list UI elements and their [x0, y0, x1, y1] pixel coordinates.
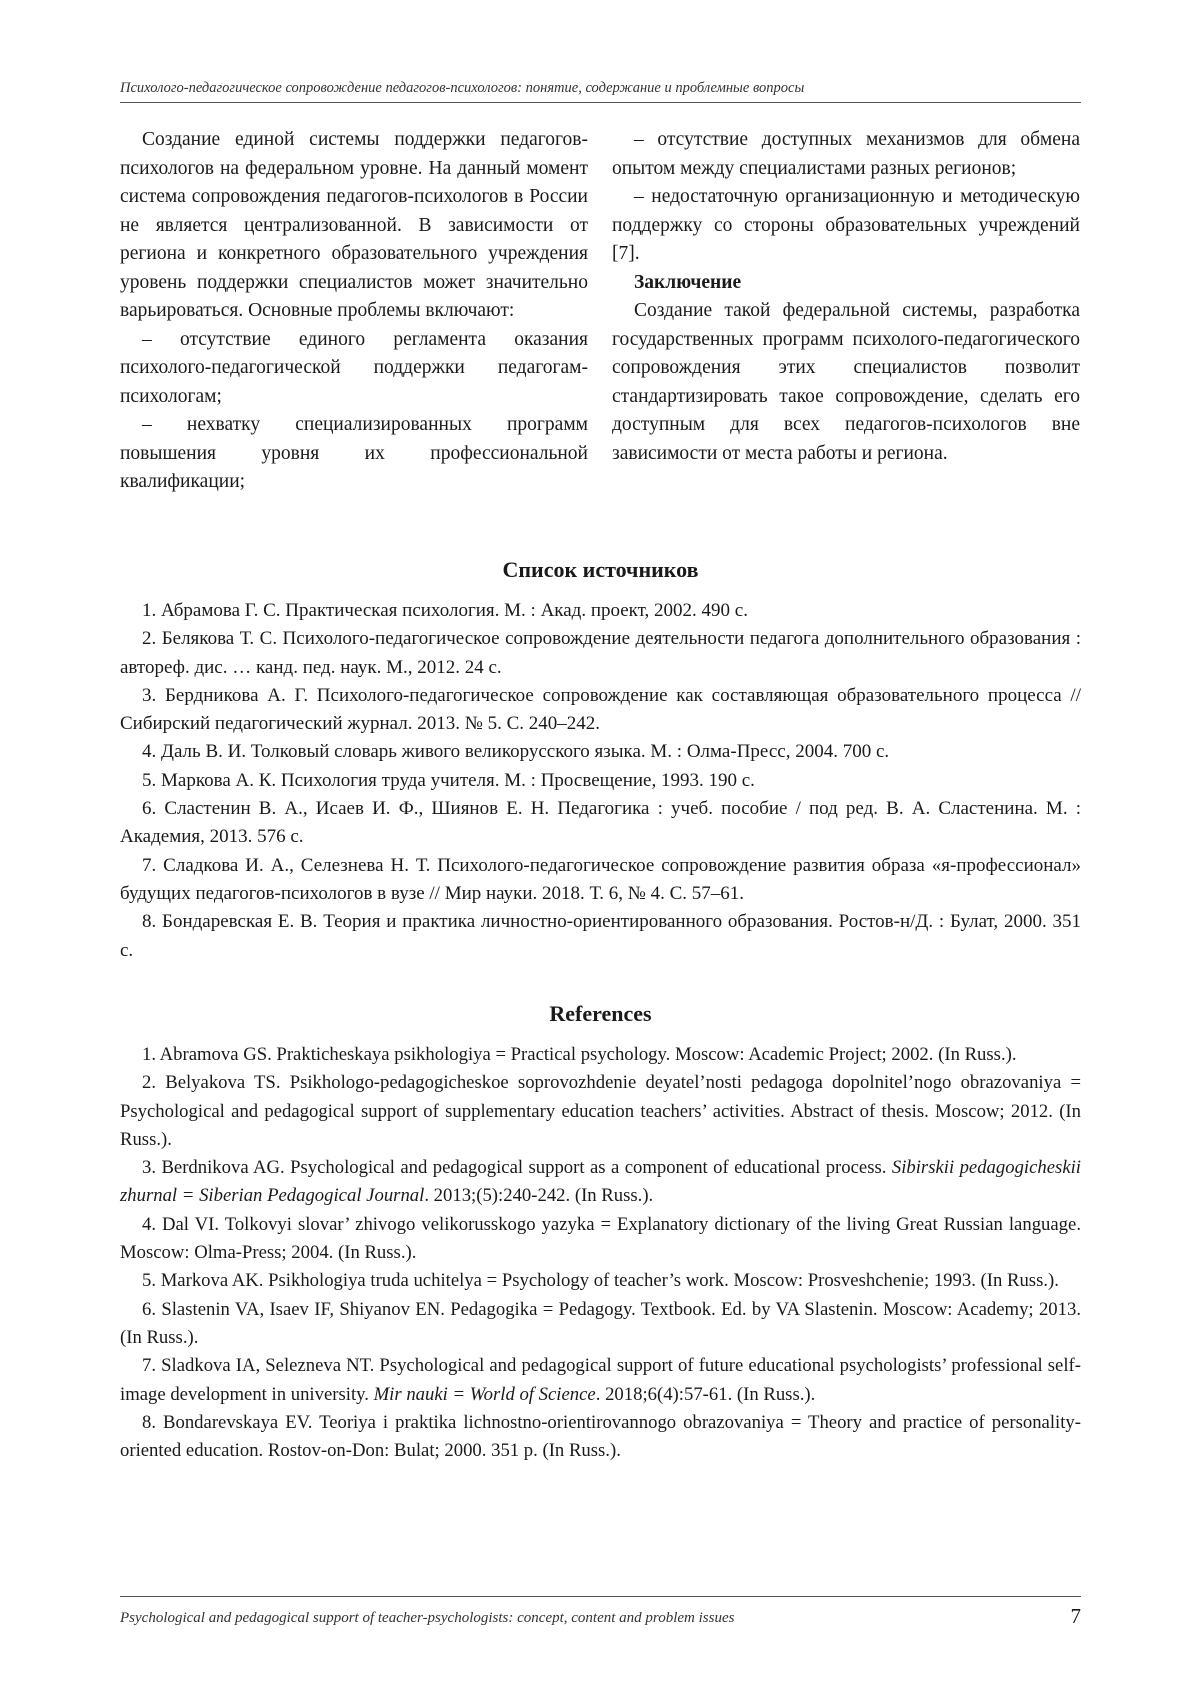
- reference-text: 2. Belyakova TS. Psikhologo-pedagogicheskoe soprovozhdenie deyatel’nosti pedagoga dopolnitel’nogo obrazovaniya = Psychological and pedagogical support of supplementary education teachers’ activities. Abstract of thesis. Moscow; 2012. (In Russ.).: [120, 1072, 1081, 1150]
- dash-list-item: – нехватку специализированных программ повышения уровня их профессиональной квалификации;: [120, 414, 588, 492]
- body-paragraph: Создание такой федеральной системы, разработка государственных программ психолого-педагогического сопровождения этих специалистов позволит стандартизировать такое сопровождение, сделать его доступным для всех педагогов-психологов вне зависимости от места работы и региона.: [612, 300, 1080, 464]
- sources-heading: Список источников: [502, 557, 699, 582]
- source-entry: 1. Абрамова Г. С. Практическая психология. М. : Акад. проект, 2002. 490 с.: [142, 600, 748, 621]
- reference-entry: [120, 1211, 1081, 1268]
- dash-list-item: – отсутствие доступных механизмов для обмена опытом между специалистами разных регионов;: [612, 129, 1080, 179]
- section-subheading: Заключение: [634, 271, 742, 293]
- reference-entry: [120, 1409, 1081, 1466]
- dash-list-item: – отсутствие единого регламента оказания психолого-педагогической поддержки педагогам-психологам;: [120, 328, 588, 407]
- reference-journal-title: Sibirskii pedagogicheskii zhurnal = Siberian Pedagogical Journal: [120, 1157, 1081, 1207]
- reference-journal-title: Mir nauki = World of Science: [373, 1383, 596, 1405]
- source-entry: 2. Белякова Т. С. Психолого-педагогическое сопровождение деятельности педагога дополнительного образования : автореф. дис. … канд. пед. наук. М., 2012. 24 с.: [120, 628, 1081, 678]
- reference-text: 8. Bondarevskaya EV. Teoriya i praktika lichnostno-orientirovannogo obrazovaniya = Theory and practice of personality-oriented education. Rostov-on-Don: Bulat; 2000. 351 p. (In Russ.).: [120, 1411, 1081, 1462]
- reference-text: 3. Berdnikova AG. Psychological and pedagogical support as a component of educational process.: [142, 1157, 892, 1179]
- source-entry: 4. Даль В. И. Толковый словарь живого великорусского языка. М. : Олма-Пресс, 2004. 700 с.: [142, 741, 890, 763]
- dash-list-item: – недостаточную организационную и методическую поддержку со стороны образовательных учреждений [7].: [612, 186, 1080, 264]
- body-column-right: [612, 126, 1080, 468]
- reference-text: 5. Markova AK. Psikhologiya truda uchitelya = Psychology of teacher’s work. Moscow: Prosveshchenie; 1993. (In Russ.).: [142, 1270, 1059, 1292]
- reference-text: 1. Abramova GS. Prakticheskaya psikhologiya = Practical psychology. Moscow: Academic Project; 2002. (In Russ.).: [142, 1044, 1017, 1065]
- references-list: [120, 1041, 1081, 1465]
- source-entry: 8. Бондаревская Е. В. Теория и практика личностно-ориентированного образования. Ростов-н/Д. : Булат, 2000. 351 с.: [120, 911, 1081, 961]
- page-number: 7: [1070, 1604, 1081, 1628]
- reference-entry: [120, 1296, 1081, 1353]
- source-entry: 3. Бердникова А. Г. Психолого-педагогическое сопровождение как составляющая образовательного процесса // Сибирский педагогический журнал. 2013. № 5. С. 240–242.: [120, 684, 1081, 735]
- reference-text: 6. Slastenin VA, Isaev IF, Shiyanov EN. Pedagogika = Pedagogy. Textbook. Ed. by VA Slastenin. Moscow: Academy; 2013. (In Russ.).: [120, 1298, 1081, 1348]
- running-head: Психолого-педагогическое сопровождение педагогов-психологов: понятие, содержание и проблемные вопросы: [120, 80, 1081, 103]
- footer-title: Psychological and pedagogical support of teacher-psychologists: concept, content and problem issues: [120, 1610, 735, 1626]
- source-entry: 5. Маркова А. К. Психология труда учителя. М. : Просвещение, 1993. 190 с.: [142, 769, 755, 791]
- source-entry: 6. Сластенин В. А., Исаев И. Ф., Шиянов Е. Н. Педагогика : учеб. пособие / под ред. В. А. Сластенина. М. : Академия, 2013. 576 с.: [120, 798, 1081, 848]
- reference-entry: [120, 1154, 1081, 1211]
- body-paragraph: Создание единой системы поддержки педагогов-психологов на федеральном уровне. На данный момент система сопровождения педагогов-психологов в России не является централизованной. В зависимости от региона и конкретного образовательного учреждения уровень поддержки специалистов может значительно варьироваться. Основные проблемы включают:: [120, 129, 588, 321]
- reference-text: . 2013;(5):240-242. (In Russ.).: [424, 1185, 654, 1207]
- source-entry: 7. Сладкова И. А., Селезнева Н. Т. Психолого-педагогическое сопровождение развития образа «я-профессионал» будущих педагогов-психологов в вузе // Мир науки. 2018. Т. 6, № 4. С. 57–61.: [120, 854, 1081, 904]
- reference-entry: [120, 1267, 1081, 1295]
- reference-entry: [120, 1069, 1081, 1154]
- sources-list: [120, 597, 1081, 965]
- reference-text: . 2018;6(4):57-61. (In Russ.).: [595, 1383, 816, 1405]
- reference-text: 7. Sladkova IA, Selezneva NT. Psychological and pedagogical support of future educational psychologists’ professional self-image development in university.: [120, 1355, 1081, 1405]
- reference-entry: [120, 1352, 1081, 1409]
- page-footer: [120, 1596, 1081, 1627]
- reference-text: 4. Dal VI. Tolkovyi slovar’ zhivogo velikorusskogo yazyka = Explanatory dictionary of the living Great Russian language. Moscow: Olma-Press; 2004. (In Russ.).: [120, 1213, 1081, 1264]
- reference-entry: [120, 1041, 1081, 1069]
- body-column-left: [120, 126, 588, 497]
- references-heading: References: [549, 1001, 652, 1026]
